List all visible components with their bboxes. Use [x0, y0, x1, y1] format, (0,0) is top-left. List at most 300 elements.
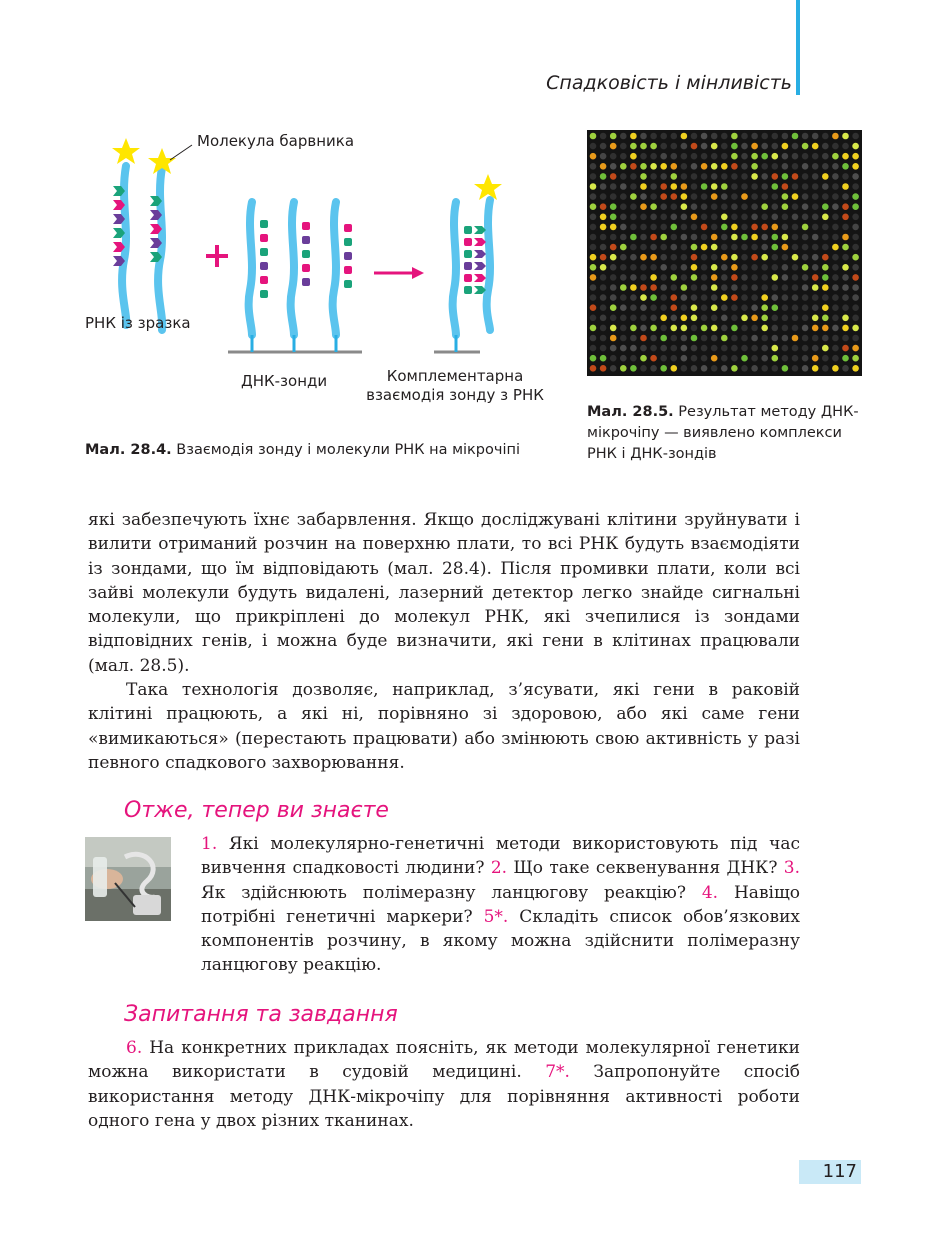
microarray-spot	[822, 325, 829, 332]
microarray-spot	[701, 335, 708, 342]
microarray-spot	[620, 203, 627, 210]
microarray-spot	[681, 335, 688, 342]
microarray-spot	[711, 264, 718, 271]
microarray-spot	[812, 365, 819, 372]
microarray-spot	[640, 214, 647, 221]
microarray-spot	[620, 345, 627, 352]
microarray-spot	[681, 224, 688, 231]
microarray-spot	[660, 183, 667, 190]
microarray-spot	[792, 214, 799, 221]
microarray-spot	[711, 365, 718, 372]
microarray-spot	[590, 335, 597, 342]
microarray-spot	[731, 183, 738, 190]
microarray-spot	[792, 365, 799, 372]
microarray-spot	[640, 345, 647, 352]
microarray-spot	[832, 244, 839, 251]
microarray-spot	[620, 163, 627, 170]
microarray-spot	[751, 173, 758, 180]
microarray-spot	[782, 133, 789, 140]
microarray-spot	[630, 264, 637, 271]
microarray-spot	[630, 224, 637, 231]
microarray-spot	[590, 284, 597, 291]
microarray-spot	[751, 254, 758, 261]
microarray-spot	[681, 234, 688, 241]
microarray-spot	[660, 264, 667, 271]
microarray-spot	[751, 284, 758, 291]
microarray-spot	[761, 304, 768, 311]
microarray-spot	[852, 325, 859, 332]
microarray-spot	[600, 173, 607, 180]
microarray-spot	[842, 315, 849, 322]
microarray-spot	[751, 133, 758, 140]
microarray-spot	[610, 284, 617, 291]
microarray-spot	[832, 274, 839, 281]
microarray-spot	[782, 254, 789, 261]
microarray-spot	[792, 224, 799, 231]
microarray-spot	[731, 173, 738, 180]
microarray-spot	[650, 183, 657, 190]
microarray-spot	[802, 325, 809, 332]
microarray-spot	[741, 214, 748, 221]
microarray-spot	[731, 163, 738, 170]
microarray-spot	[852, 274, 859, 281]
microarray-spot	[852, 153, 859, 160]
microarray-spot	[782, 173, 789, 180]
microarray-spot	[842, 234, 849, 241]
microarray-spot	[590, 183, 597, 190]
microarray-spot	[812, 315, 819, 322]
microarray-spot	[600, 244, 607, 251]
microarray-spot	[660, 234, 667, 241]
microarray-spot	[630, 193, 637, 200]
microarray-spot	[761, 254, 768, 261]
microarray-spot	[761, 234, 768, 241]
microarray-spot	[701, 345, 708, 352]
caption-28-4-number: Мал. 28.4.	[85, 442, 172, 458]
microarray-spot	[701, 193, 708, 200]
microarray-spot	[721, 304, 728, 311]
microarray-spot	[761, 335, 768, 342]
microarray-spot	[711, 183, 718, 190]
label-complementary	[361, 367, 549, 405]
microarray-spot	[600, 224, 607, 231]
microarray-spot	[691, 244, 698, 251]
microarray-spot	[701, 153, 708, 160]
microarray-spot	[711, 284, 718, 291]
microarray-spot	[812, 183, 819, 190]
microarray-spot	[721, 133, 728, 140]
microarray-spot	[802, 294, 809, 301]
microarray-spot	[842, 264, 849, 271]
microarray-spot	[782, 143, 789, 150]
microarray-spot	[741, 304, 748, 311]
microarray-spot	[842, 355, 849, 362]
microarray-spot	[782, 193, 789, 200]
microarray-spot	[681, 315, 688, 322]
microarray-spot	[610, 143, 617, 150]
summary-heading: Отже, тепер ви знаєте	[124, 798, 389, 823]
microarray-spot	[650, 284, 657, 291]
microarray-spot	[731, 274, 738, 281]
microarray-spot	[782, 153, 789, 160]
microarray-spot	[751, 224, 758, 231]
microarray-spot	[852, 193, 859, 200]
microarray-spot	[620, 315, 627, 322]
microarray-spot	[822, 335, 829, 342]
microarray-spot	[731, 224, 738, 231]
microarray-spot	[822, 214, 829, 221]
microarray-spot	[822, 234, 829, 241]
microarray-spot	[630, 254, 637, 261]
microarray-spot	[701, 315, 708, 322]
microarray-spot	[761, 173, 768, 180]
microarray-spot	[772, 264, 779, 271]
microarray-spot	[640, 284, 647, 291]
microarray-spot	[691, 234, 698, 241]
microarray-spot	[691, 284, 698, 291]
microarray-spot	[671, 254, 678, 261]
microarray-spot	[761, 203, 768, 210]
microarray-spot	[671, 153, 678, 160]
microarray-spot	[630, 335, 637, 342]
microarray-spot	[772, 143, 779, 150]
microarray-spot	[620, 294, 627, 301]
microarray-spot	[812, 345, 819, 352]
microarray-spot	[772, 325, 779, 332]
microarray-spot	[711, 193, 718, 200]
microarray-spot	[711, 274, 718, 281]
microarray-spot	[772, 193, 779, 200]
microarray-spot	[812, 335, 819, 342]
microarray-spot	[610, 193, 617, 200]
microarray-spot	[701, 163, 708, 170]
microarray-spot	[812, 173, 819, 180]
microarray-spot	[761, 193, 768, 200]
microarray-spot	[731, 284, 738, 291]
microarray-spot	[691, 264, 698, 271]
microarray-spot	[640, 203, 647, 210]
microarray-spot	[751, 304, 758, 311]
microarray-spot	[701, 365, 708, 372]
microarray-spot	[630, 234, 637, 241]
microarray-spot	[761, 133, 768, 140]
microarray-spot	[701, 294, 708, 301]
microarray-spot	[852, 365, 859, 372]
microarray-spot	[620, 304, 627, 311]
microarray-spot	[852, 315, 859, 322]
microarray-spot	[751, 264, 758, 271]
microarray-spot	[751, 183, 758, 190]
microarray-spot	[792, 234, 799, 241]
microarray-spot	[812, 304, 819, 311]
microarray-spot	[691, 173, 698, 180]
microarray-spot	[701, 244, 708, 251]
microarray-spot	[822, 203, 829, 210]
microarray-spot	[832, 214, 839, 221]
microarray-spot	[671, 193, 678, 200]
microarray-spot	[822, 264, 829, 271]
microarray-spot	[590, 304, 597, 311]
microarray-spot	[792, 335, 799, 342]
microarray-spot	[842, 193, 849, 200]
microarray-spot	[660, 214, 667, 221]
microarray-spot	[701, 183, 708, 190]
microarray-spot	[761, 284, 768, 291]
microarray-spot	[681, 254, 688, 261]
microarray-spot	[741, 193, 748, 200]
microarray-spot	[721, 325, 728, 332]
microarray-spot	[822, 224, 829, 231]
microarray-spot	[610, 133, 617, 140]
microarray-spot	[691, 274, 698, 281]
microarray-spot	[711, 203, 718, 210]
microarray-spot	[832, 325, 839, 332]
microarray-spot	[681, 133, 688, 140]
microarray-spot	[671, 355, 678, 362]
microarray-spot	[731, 325, 738, 332]
microarray-spot	[681, 153, 688, 160]
summary-q3-text: Як здійснюють полімеразну ланцюгову реакцію?	[201, 882, 702, 903]
microarray-spot	[691, 294, 698, 301]
microarray-spot	[751, 244, 758, 251]
microarray-spot	[650, 133, 657, 140]
microarray-spot	[782, 183, 789, 190]
microarray-spot	[832, 193, 839, 200]
microarray-spot	[822, 163, 829, 170]
microarray-spot	[741, 264, 748, 271]
microarray-spot	[852, 304, 859, 311]
microarray-spot	[741, 325, 748, 332]
microarray-spot	[812, 274, 819, 281]
microarray-spot	[822, 133, 829, 140]
microarray-spot	[751, 153, 758, 160]
microarray-spot	[852, 335, 859, 342]
microarray-spot	[802, 234, 809, 241]
microarray-spot	[731, 315, 738, 322]
microarray-spot	[741, 133, 748, 140]
microarray-spot	[842, 163, 849, 170]
microarray-spot	[620, 143, 627, 150]
tasks-heading: Запитання та завдання	[124, 1002, 398, 1027]
microarray-spot	[620, 284, 627, 291]
microarray-spot	[660, 284, 667, 291]
microarray-spot	[691, 315, 698, 322]
microarray-spot	[792, 133, 799, 140]
microarray-spot	[721, 143, 728, 150]
microarray-spot	[761, 365, 768, 372]
microarray-spot	[751, 203, 758, 210]
microarray-spot	[691, 133, 698, 140]
microarray-spot	[650, 234, 657, 241]
microarray-spot	[751, 325, 758, 332]
microarray-spot	[671, 173, 678, 180]
microarray-spot	[812, 325, 819, 332]
microarray-spot	[741, 143, 748, 150]
microarray-spot	[600, 183, 607, 190]
microarray-spot	[590, 274, 597, 281]
microarray-spot	[701, 234, 708, 241]
microarray-spot	[650, 163, 657, 170]
microarray-spot	[711, 214, 718, 221]
microarray-spot	[741, 254, 748, 261]
sample-rna-strands	[112, 138, 192, 330]
microarray-spot	[822, 355, 829, 362]
microarray-spot	[721, 163, 728, 170]
microarray-spot	[802, 203, 809, 210]
dye-star-3	[474, 174, 502, 200]
microarray-spot	[782, 203, 789, 210]
microarray-spot	[681, 325, 688, 332]
dna-probes	[228, 202, 362, 352]
microarray-spot	[701, 133, 708, 140]
microarray-spot	[590, 153, 597, 160]
microarray-spot	[822, 193, 829, 200]
microarray-spot	[792, 163, 799, 170]
microarray-spot	[721, 183, 728, 190]
microarray-spot	[711, 294, 718, 301]
microarray-spot	[731, 264, 738, 271]
microarray-spot	[751, 143, 758, 150]
microarray-spot	[772, 345, 779, 352]
microarray-spot	[761, 264, 768, 271]
microarray-spot	[650, 244, 657, 251]
microarray-spot	[731, 365, 738, 372]
microarray-spot	[842, 173, 849, 180]
microarray-spot	[600, 304, 607, 311]
microarray-spot	[590, 163, 597, 170]
microarray-spot	[832, 335, 839, 342]
microarray-spot	[691, 193, 698, 200]
microarray-spot	[812, 294, 819, 301]
microarray-spot	[691, 325, 698, 332]
microarray-spot	[731, 345, 738, 352]
microarray-spot	[852, 183, 859, 190]
microarray-spot	[792, 143, 799, 150]
microarray-spot	[620, 234, 627, 241]
microarray-spot	[590, 355, 597, 362]
microarray-spot	[650, 173, 657, 180]
microarray-spot	[812, 254, 819, 261]
microarray-spot	[812, 234, 819, 241]
microarray-spot	[640, 304, 647, 311]
microarray-spot	[630, 355, 637, 362]
microarray-spot	[802, 214, 809, 221]
microarray-spot	[630, 294, 637, 301]
microarray-spot	[772, 335, 779, 342]
microarray-spot	[590, 264, 597, 271]
microarray-spot	[731, 304, 738, 311]
microarray-spot	[640, 143, 647, 150]
microarray-spot	[620, 173, 627, 180]
microarray-spot	[671, 143, 678, 150]
microarray-spot	[772, 355, 779, 362]
microarray-spot	[650, 355, 657, 362]
microarray-spot	[772, 304, 779, 311]
microarray-spot	[812, 133, 819, 140]
microarray-spot	[792, 304, 799, 311]
microarray-spot	[711, 335, 718, 342]
microarray-spot	[600, 355, 607, 362]
microarray-spot	[671, 335, 678, 342]
microarray-spot	[600, 163, 607, 170]
microarray-spot	[660, 224, 667, 231]
microarray-spot	[600, 284, 607, 291]
microarray-spot	[772, 203, 779, 210]
microarray-spot	[600, 254, 607, 261]
microarray-spot	[640, 193, 647, 200]
microarray-spot	[701, 355, 708, 362]
microarray-spot	[842, 143, 849, 150]
complementary-complex	[434, 174, 502, 352]
microarray-spot	[721, 284, 728, 291]
microarray-spot	[772, 365, 779, 372]
microarray-spot	[671, 345, 678, 352]
microarray-spot	[731, 254, 738, 261]
caption-28-5	[587, 402, 862, 465]
microarray-spot	[842, 304, 849, 311]
microarray-spot	[640, 133, 647, 140]
microarray-spot	[630, 143, 637, 150]
microarray-spot	[681, 355, 688, 362]
microarray-spot	[630, 274, 637, 281]
microarray-spot	[610, 183, 617, 190]
microarray-spot	[822, 183, 829, 190]
microarray-spot	[600, 193, 607, 200]
microarray-spot	[671, 224, 678, 231]
microarray-spot	[711, 143, 718, 150]
microarray-spot	[630, 173, 637, 180]
summary-list	[201, 832, 800, 978]
microarray-spot	[660, 294, 667, 301]
microarray-spot	[681, 193, 688, 200]
microarray-spot	[832, 345, 839, 352]
microarray-spot	[681, 345, 688, 352]
microarray-spot	[812, 193, 819, 200]
microarray-spot	[660, 163, 667, 170]
microarray-spot	[822, 284, 829, 291]
microarray-spot	[812, 264, 819, 271]
microarray-spot	[731, 294, 738, 301]
microarray-spot	[731, 153, 738, 160]
microarray-spot	[660, 274, 667, 281]
microarray-spot	[701, 264, 708, 271]
summary-q5-number: 5*.	[483, 906, 509, 927]
microarray-spot	[731, 193, 738, 200]
microarray-spot	[671, 315, 678, 322]
microarray-spot	[772, 224, 779, 231]
microarray-spot	[761, 294, 768, 301]
microarray-spot	[721, 274, 728, 281]
microarray-spot	[701, 203, 708, 210]
microarray-spot	[660, 153, 667, 160]
microarray-spot	[782, 315, 789, 322]
microarray-spot	[610, 173, 617, 180]
microarray-spot	[761, 214, 768, 221]
microarray-spot	[681, 294, 688, 301]
microarray-spot	[650, 294, 657, 301]
microarray-spot	[711, 254, 718, 261]
microarray-spot	[852, 224, 859, 231]
microarray-spot	[812, 203, 819, 210]
microarray-spot	[792, 153, 799, 160]
microarray-spot	[590, 244, 597, 251]
microarray-spot	[600, 143, 607, 150]
microarray-spot	[610, 294, 617, 301]
microarray-spot	[761, 224, 768, 231]
microarray-spot	[792, 183, 799, 190]
microarray-spot	[701, 284, 708, 291]
microarray-spot	[792, 325, 799, 332]
